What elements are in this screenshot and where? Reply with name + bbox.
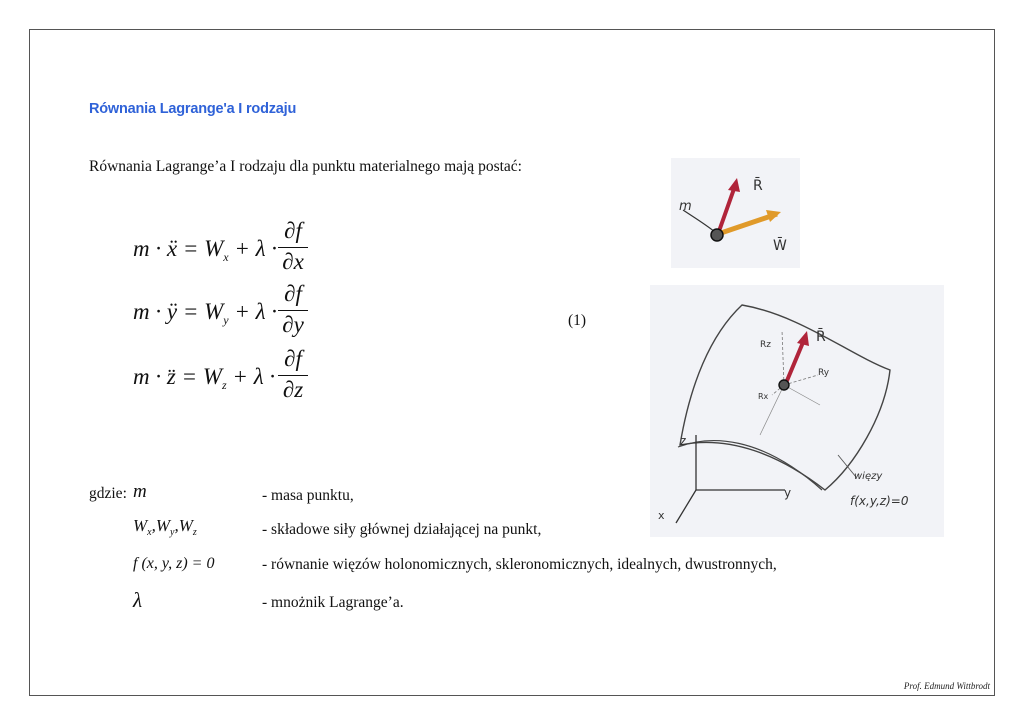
definition-constraint: - równanie więzów holonomicznych, skleronomicznych, idealnych, dwustronnych, bbox=[262, 556, 777, 573]
fraction-denominator: ∂y bbox=[282, 312, 304, 337]
fraction-numerator: ∂f bbox=[284, 281, 302, 306]
label-axis-y: y bbox=[784, 486, 792, 500]
material-point bbox=[711, 229, 723, 241]
label-R: R̄ bbox=[816, 329, 826, 345]
label-Ry: Ry bbox=[818, 368, 830, 378]
label-W: W̄ bbox=[773, 238, 787, 254]
label-R: R̄ bbox=[753, 178, 763, 194]
definition-force-components: - składowe siły głównej działającej na punkt, bbox=[262, 521, 542, 538]
intro-text: Równania Lagrange’a I rodzaju dla punktu materialnego mają postać: bbox=[89, 158, 522, 175]
fraction-bar bbox=[278, 247, 308, 248]
fraction-denominator: ∂z bbox=[282, 377, 304, 402]
fraction-denominator: ∂x bbox=[282, 249, 304, 274]
fraction-bar bbox=[278, 310, 308, 311]
label-constraint-equation: f(x,y,z)=0 bbox=[850, 494, 909, 508]
footer-author: Prof. Edmund Wittbrodt bbox=[903, 681, 990, 691]
material-point bbox=[779, 380, 789, 390]
label-constraint: więzy bbox=[854, 471, 883, 482]
fraction-bar bbox=[278, 375, 308, 376]
section-title: Równania Lagrange'a I rodzaju bbox=[89, 101, 297, 117]
equation-y-lhs: m · ÿ = $W_y + \lambda$ · bbox=[133, 299, 278, 327]
where-label: gdzie: bbox=[89, 485, 127, 502]
symbol-constraint-equation: f (x, y, z) = 0 bbox=[133, 555, 215, 572]
definition-mass: - masa punktu, bbox=[262, 487, 354, 504]
fraction-numerator: ∂f bbox=[284, 346, 302, 371]
equation-z-lhs: m · z̈ = $W_z + \lambda$ · bbox=[133, 364, 276, 392]
symbol-force-components: $W_x,W_y,W_z$ bbox=[133, 516, 197, 538]
label-axis-z: z bbox=[680, 434, 687, 448]
equation-number: (1) bbox=[568, 312, 587, 329]
label-Rx: Rx bbox=[758, 392, 769, 401]
force-sketch-figure bbox=[671, 158, 800, 268]
constraint-surface-figure bbox=[650, 285, 944, 537]
label-Rz: Rz bbox=[760, 340, 771, 350]
symbol-lambda: λ bbox=[133, 588, 143, 612]
definition-lambda: - mnożnik Lagrange’a. bbox=[262, 594, 404, 611]
fraction-numerator: ∂f bbox=[284, 218, 302, 243]
symbol-mass: m bbox=[133, 481, 147, 502]
label-axis-x: x bbox=[658, 509, 665, 522]
label-m: m bbox=[679, 199, 692, 214]
equation-x-lhs: m · ẍ = $W_x + \lambda$ · bbox=[133, 236, 278, 264]
